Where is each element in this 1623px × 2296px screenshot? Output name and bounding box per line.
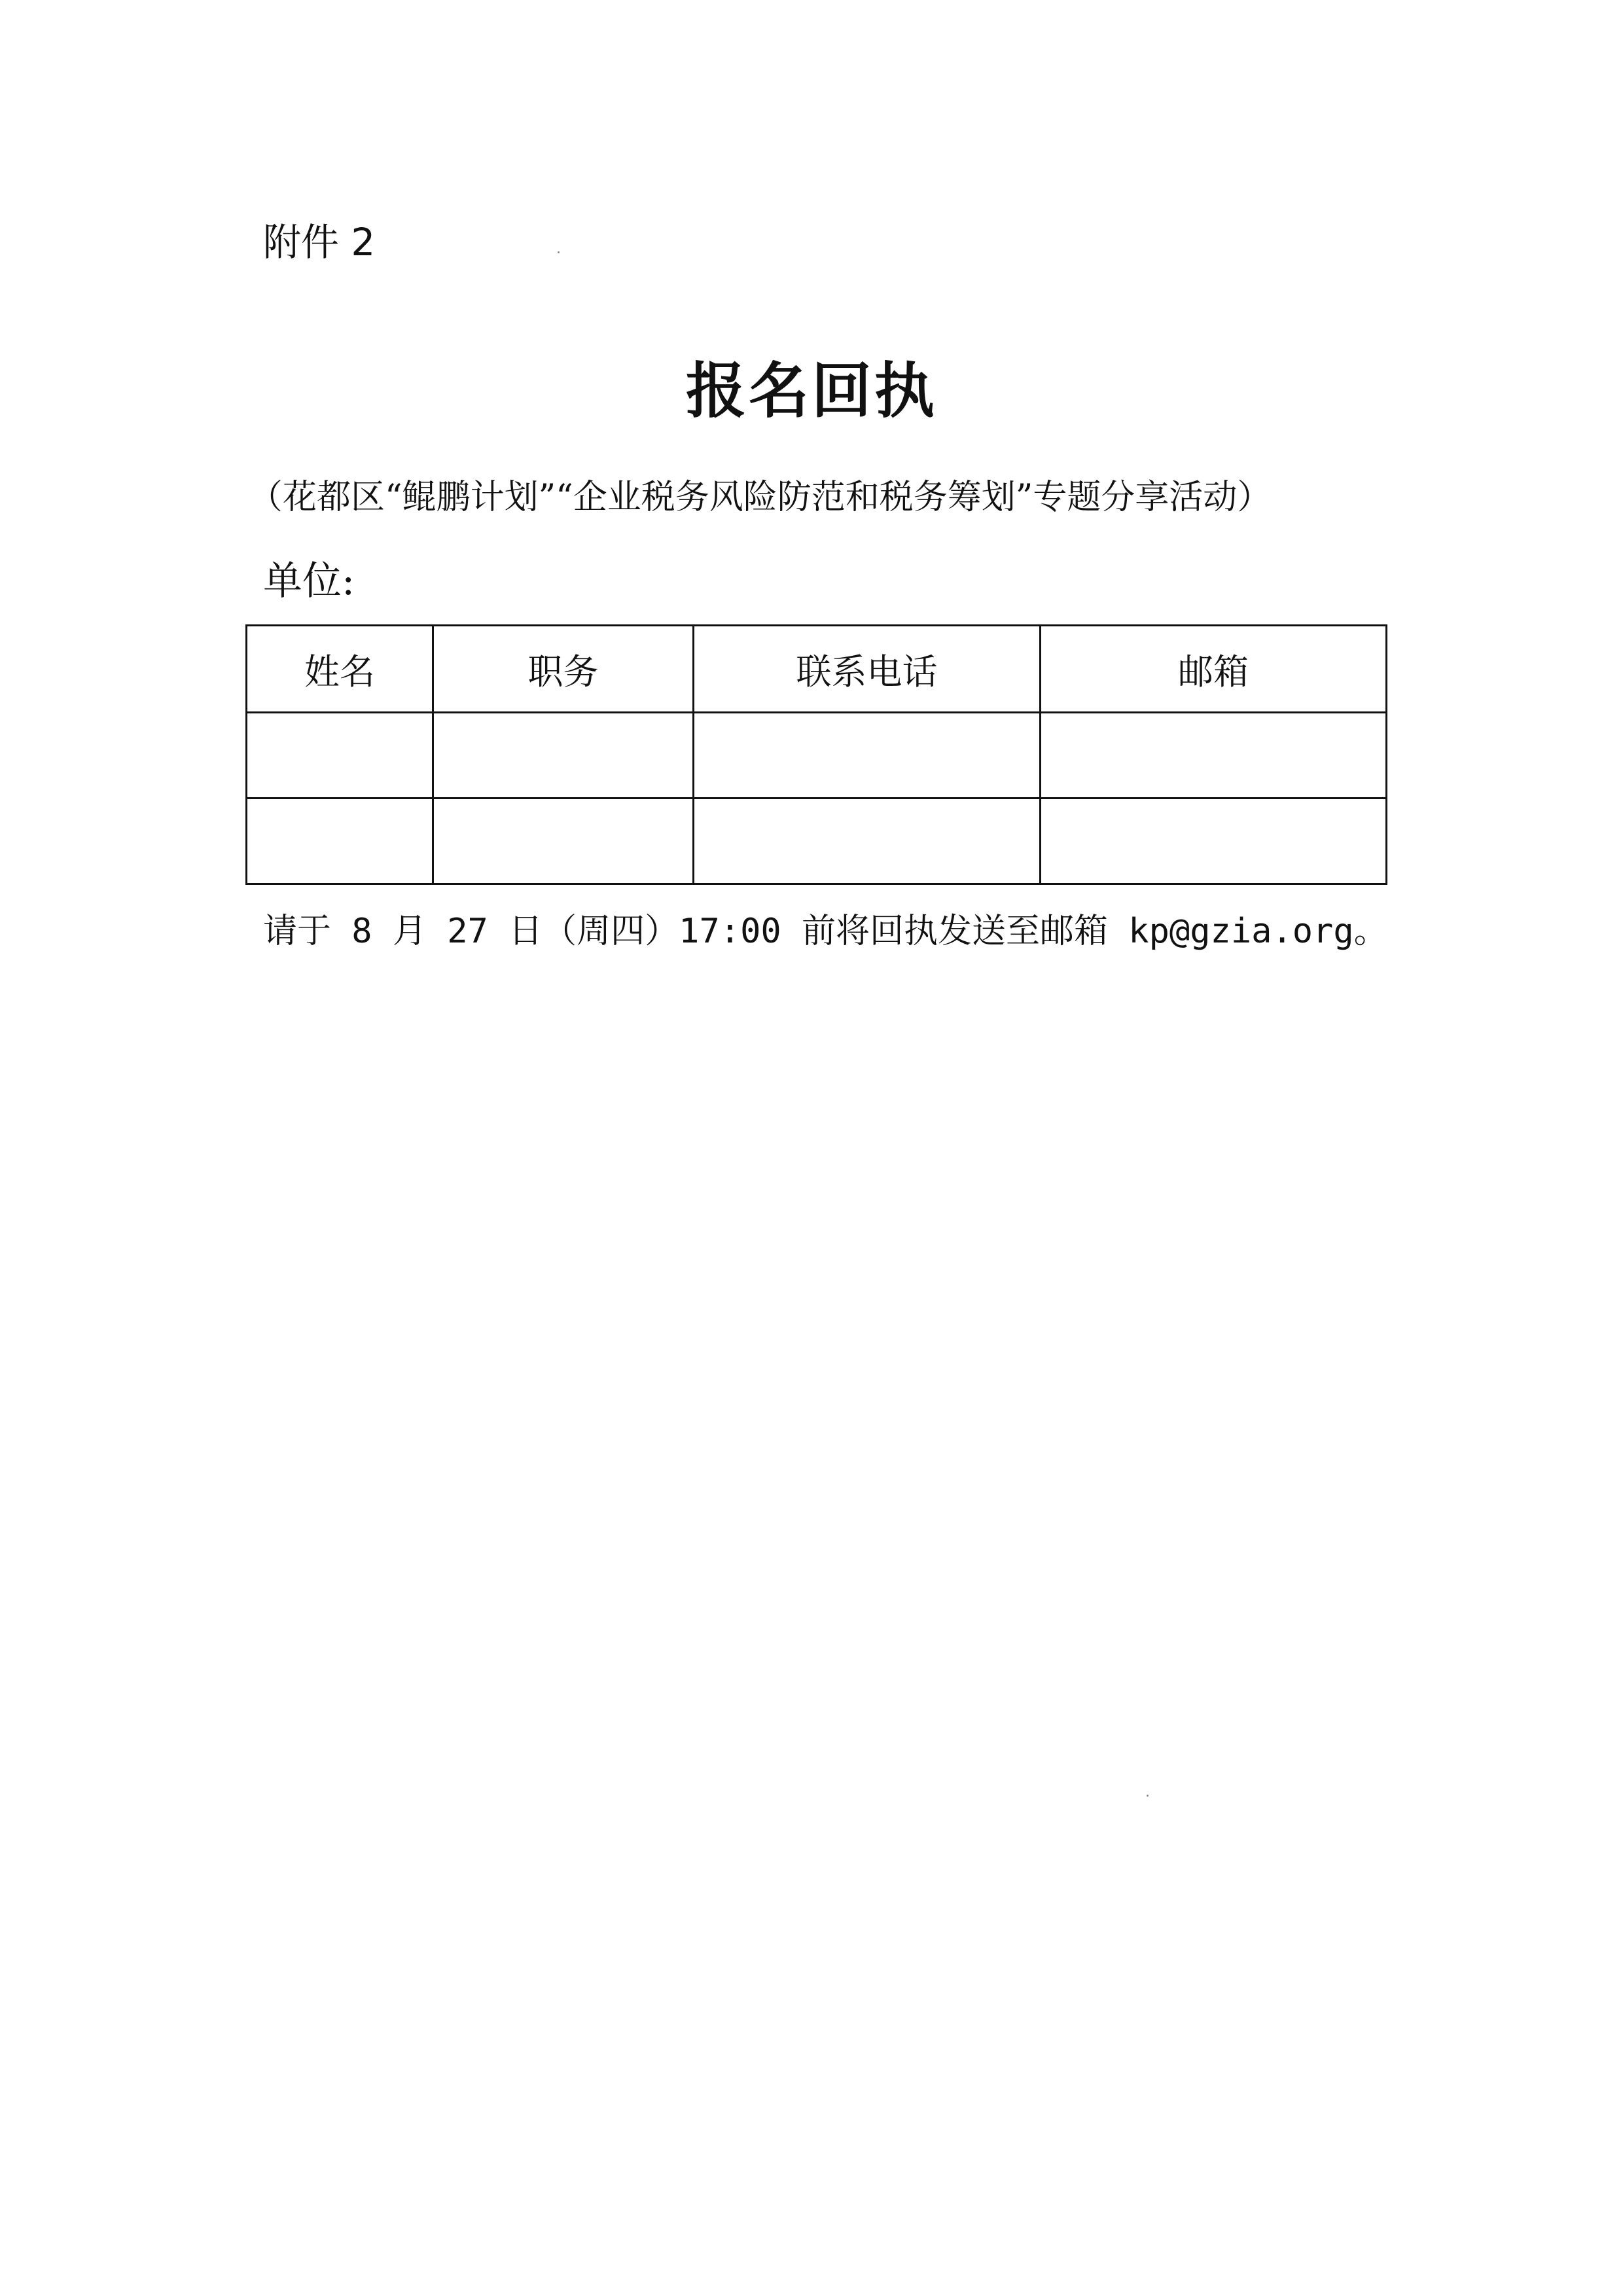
- document-title: 报名回执: [685, 355, 937, 426]
- attachment-label: 附件 2: [263, 220, 376, 264]
- cell-email[interactable]: [1041, 713, 1387, 798]
- cell-position[interactable]: [433, 798, 694, 884]
- header-phone: 联系电话: [694, 626, 1041, 713]
- header-position: 职务: [433, 626, 694, 713]
- header-name: 姓名: [247, 626, 433, 713]
- table-row: [247, 713, 1387, 798]
- cell-email[interactable]: [1041, 798, 1387, 884]
- scan-speck: [1147, 1795, 1149, 1797]
- cell-name[interactable]: [247, 798, 433, 884]
- table-header-row: [247, 626, 1387, 713]
- table-row: [247, 798, 1387, 884]
- submission-instructions: 请于 8 月 27 日（周四）17:00 前将回执发送至邮箱 kp@gzia.org。: [263, 912, 1388, 951]
- registration-table: [245, 624, 1387, 885]
- document-subtitle: （花都区“鲲鹏计划”“企业税务风险防范和税务筹划”专题分享活动）: [249, 478, 1272, 517]
- cell-position[interactable]: [433, 713, 694, 798]
- unit-label: 单位:: [263, 558, 355, 604]
- header-email: 邮箱: [1041, 626, 1387, 713]
- cell-phone[interactable]: [694, 798, 1041, 884]
- cell-name[interactable]: [247, 713, 433, 798]
- cell-phone[interactable]: [694, 713, 1041, 798]
- scan-speck: [558, 251, 560, 253]
